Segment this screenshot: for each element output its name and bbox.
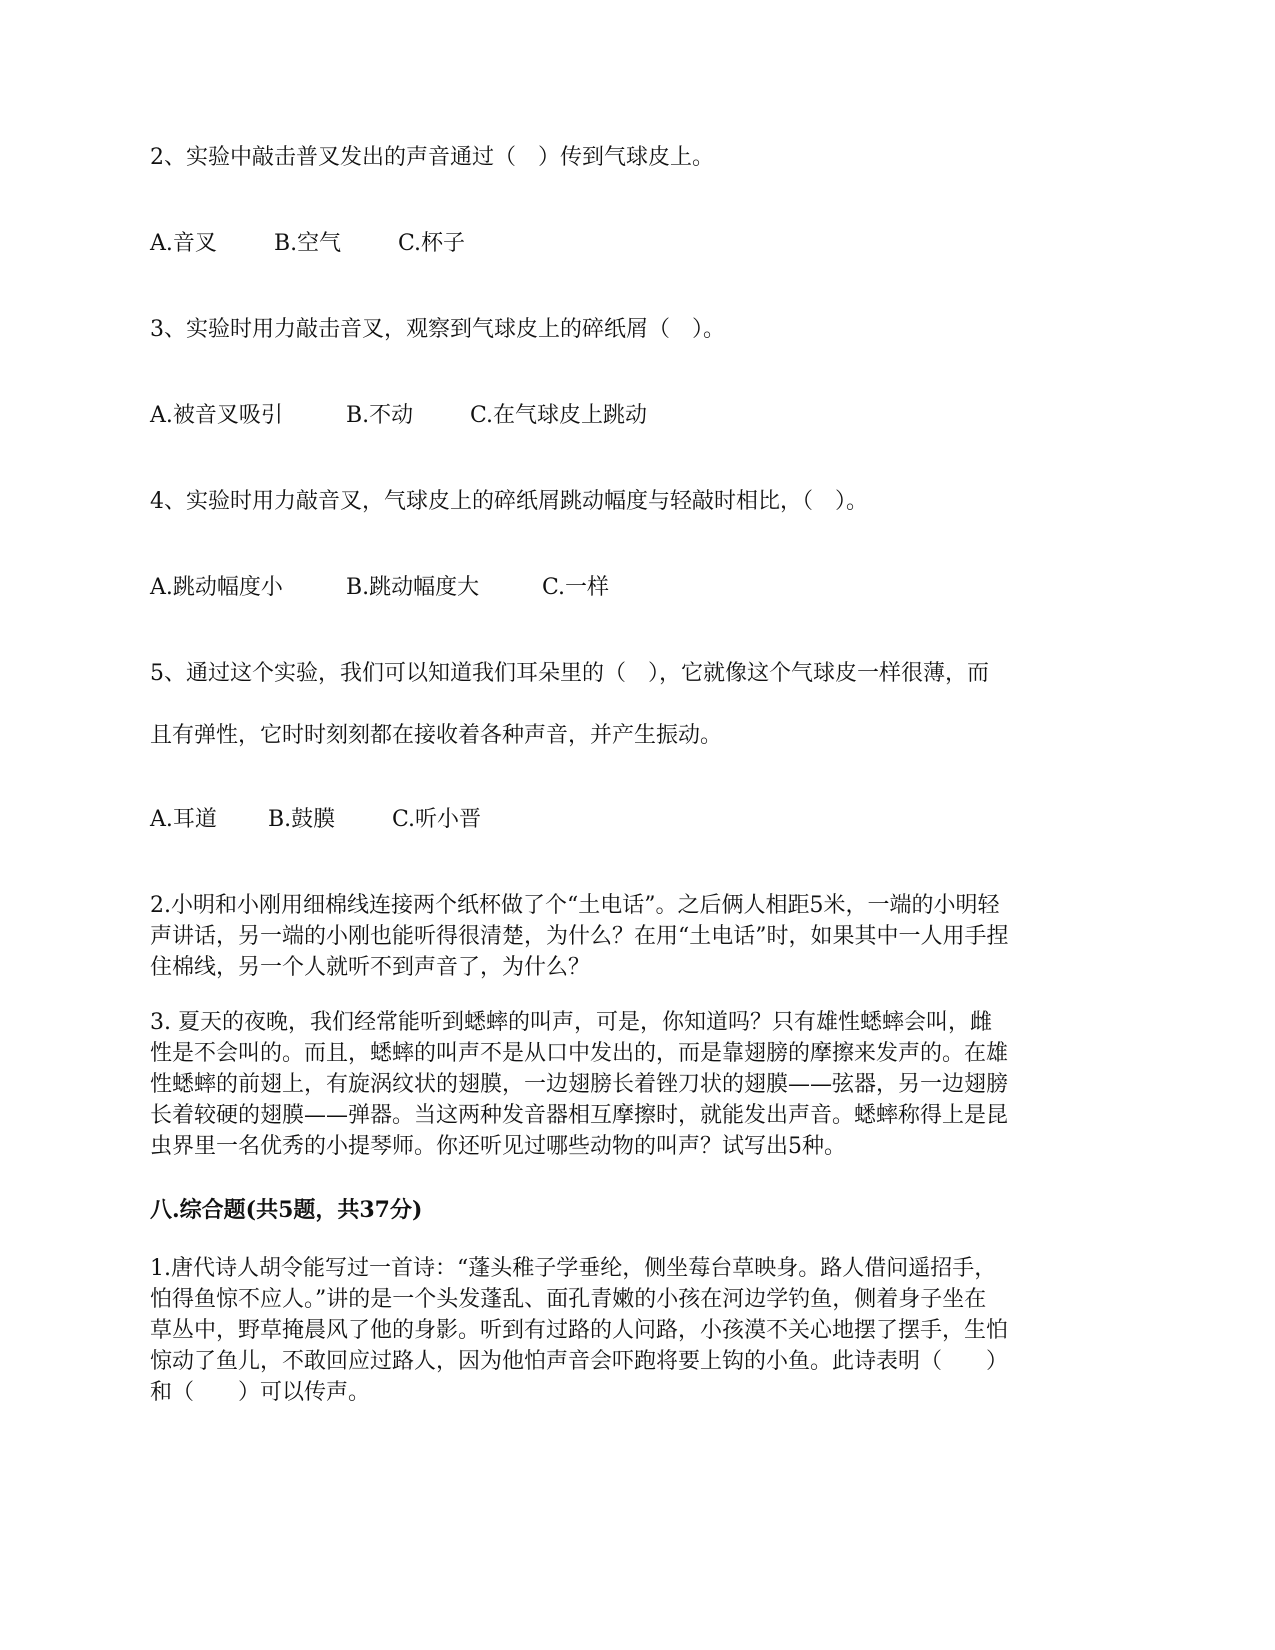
option-c: C.杯子 — [398, 231, 466, 256]
paragraph-line: 性蟋蟀的前翅上，有旋涡纹状的翅膜，一边翅膀长着锉刀状的翅膜——弦器，另一边翅膀 — [150, 1072, 1009, 1097]
option-b: B.不动 — [346, 403, 414, 428]
option-a: A.被音叉吸引 — [150, 403, 283, 428]
question-5-text-line1: 5、通过这个实验，我们可以知道我们耳朵里的（ ），它就像这个气球皮一样很薄，而 — [150, 661, 989, 686]
section-heading: 八.综合题(共5题，共37分) — [150, 1197, 423, 1223]
paragraph-line: 草丛中，野草掩晨风了他的身影。听到有过路的人问路，小孩漠不关心地摆了摆手，生怕 — [150, 1318, 1009, 1343]
short-answer-3 — [150, 1007, 1130, 1162]
question-2-text: 2、实验中敲击普叉发出的声音通过（ ）传到气球皮上。 — [150, 145, 714, 170]
short-answer-2 — [150, 890, 1130, 983]
paragraph-line: 惊动了鱼儿，不敢回应过路人，因为他怕声音会吓跑将要上钩的小鱼。此诗表明（ ） — [150, 1349, 1009, 1374]
paragraph-line: 和（ ）可以传声。 — [150, 1380, 371, 1405]
question-2-options — [150, 230, 465, 258]
option-b: B.跳动幅度大 — [346, 575, 480, 600]
question-5-options — [150, 806, 481, 834]
paragraph-line: 2.小明和小刚用细棉线连接两个纸杯做了个“土电话”。之后俩人相距5米，一端的小明轻 — [150, 893, 1000, 918]
paragraph-line: 住棉线，另一个人就听不到声音了，为什么？ — [150, 955, 591, 980]
paragraph-line: 虫界里一名优秀的小提琴师。你还听见过哪些动物的叫声？试写出5种。 — [150, 1134, 846, 1159]
question-4-options — [150, 574, 609, 602]
option-b: B.空气 — [274, 231, 342, 256]
option-c: C.在气球皮上跳动 — [470, 403, 648, 428]
question-4-text: 4、实验时用力敲音叉，气球皮上的碎纸屑跳动幅度与轻敲时相比，（ ）。 — [150, 489, 868, 514]
paragraph-line: 性是不会叫的。而且，蟋蟀的叫声不是从口中发出的，而是靠翅膀的摩擦来发声的。在雄 — [150, 1041, 1009, 1066]
paragraph-line: 声讲话，另一端的小刚也能听得很清楚，为什么？在用“土电话”时，如果其中一人用手捏 — [150, 924, 1009, 949]
paragraph-line: 长着较硬的翅膜——弹器。当这两种发音器相互摩擦时，就能发出声音。蟋蟀称得上是昆 — [150, 1103, 1009, 1128]
option-a: A.跳动幅度小 — [150, 575, 283, 600]
option-a: A.音叉 — [150, 231, 217, 256]
question-5-text-line2: 且有弹性，它时时刻刻都在接收着各种声音，并产生振动。 — [150, 723, 723, 748]
option-a: A.耳道 — [150, 807, 217, 832]
option-c: C.听小晋 — [392, 807, 482, 832]
question-3-text: 3、实验时用力敲击音叉，观察到气球皮上的碎纸屑（ ）。 — [150, 317, 725, 342]
section-8-question-1 — [150, 1253, 1130, 1408]
paragraph-line: 怕得鱼惊不应人。”讲的是一个头发蓬乱、面孔青嫩的小孩在河边学钓鱼，侧着身子坐在 — [150, 1287, 987, 1312]
paragraph-line: 1.唐代诗人胡令能写过一首诗：“蓬头稚子学垂纶，侧坐莓台草映身。路人借问遥招手， — [150, 1256, 997, 1281]
paragraph-line: 3. 夏天的夜晚，我们经常能听到蟋蟀的叫声，可是，你知道吗？只有雄性蟋蟀会叫，雌 — [150, 1010, 992, 1035]
option-b: B.鼓膜 — [268, 807, 336, 832]
question-3-options — [150, 402, 647, 430]
option-c: C.一样 — [542, 575, 610, 600]
